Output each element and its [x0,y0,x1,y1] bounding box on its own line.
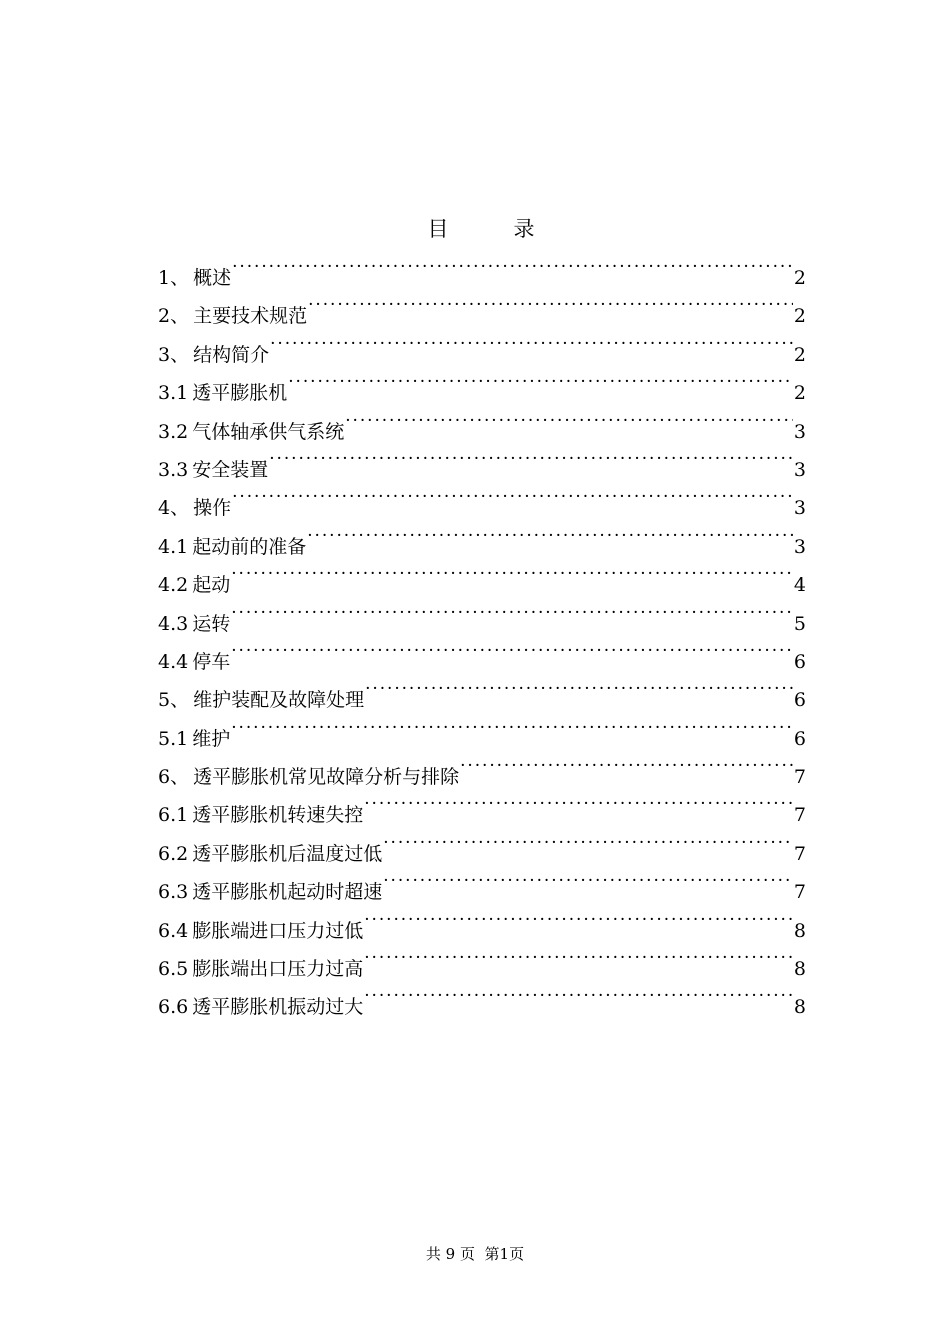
toc-entry-number: 5.1 [158,727,189,750]
toc-entry-label: 起动 [192,574,231,597]
toc-entry-label: 概述 [193,267,232,289]
dot-leader [270,331,793,361]
toc-entry[interactable] [158,983,806,1021]
dot-leader [231,715,793,745]
toc-entry-label: 透平膨胀机 [192,382,288,405]
dot-leader [269,446,793,476]
toc-entry-page: 3 [793,535,806,558]
toc-entry-page: 2 [793,305,806,328]
dot-leader [308,292,793,322]
toc-entry[interactable] [158,945,806,983]
toc-entry-page: 2 [793,382,806,405]
toc-entry-page: 7 [793,766,806,789]
toc-entry[interactable] [158,484,806,522]
toc-entry-number: 3.2 [158,420,189,443]
dot-leader [231,600,793,630]
toc-entry-number: 4.1 [158,535,189,558]
toc-entry-number: 5、 [158,689,190,712]
toc-entry-page: 7 [793,881,806,904]
toc-entry-label: 膨胀端进口压力过低 [192,919,364,942]
toc-entry-page: 5 [793,612,806,635]
toc-entry-number: 6.1 [158,804,189,827]
toc-entry-page: 8 [793,958,806,981]
page-title: 目 录 [427,217,557,241]
toc-entry[interactable] [158,600,806,638]
toc-entry-page: 4 [793,574,806,597]
toc-entry-number: 6.2 [158,842,189,865]
toc-entry[interactable] [158,791,806,829]
toc-entry-number: 3、 [158,343,190,366]
toc-entry-label: 透平膨胀机后温度过低 [192,842,383,865]
table-of-contents [158,254,806,1022]
toc-entry-label: 维护装配及故障处理 [193,689,365,712]
toc-entry-page: 7 [793,804,806,827]
toc-entry[interactable] [158,907,806,945]
toc-entry[interactable] [158,369,806,407]
toc-entry-label: 主要技术规范 [193,305,308,328]
toc-entry[interactable] [158,676,806,714]
toc-entry-page: 6 [793,650,806,673]
toc-entry[interactable] [158,408,806,446]
dot-leader [232,484,793,514]
dot-leader [231,561,793,591]
dot-leader [288,369,793,399]
toc-entry[interactable] [158,446,806,484]
toc-entry-number: 6、 [158,766,190,789]
toc-entry-page: 3 [793,420,806,443]
dot-leader [364,791,793,821]
toc-entry-page: 3 [793,458,806,481]
toc-entry[interactable] [158,830,806,868]
dot-leader [383,830,793,860]
toc-entry-page: 6 [793,689,806,712]
toc-entry-page: 2 [793,343,806,366]
toc-entry-number: 4、 [158,497,190,520]
toc-entry-label: 透平膨胀机起动时超速 [192,881,383,904]
dot-leader [364,907,793,937]
toc-entry-number: 6.5 [158,958,189,981]
toc-entry-label: 停车 [192,650,231,673]
toc-entry-label: 运转 [192,612,231,635]
toc-entry-label: 膨胀端出口压力过高 [192,958,364,981]
footer-total-pages: 共 9 页 [425,1245,475,1263]
toc-entry-label: 气体轴承供气系统 [192,420,345,443]
toc-entry-page: 6 [793,727,806,750]
toc-entry[interactable] [158,638,806,676]
dot-leader [231,638,793,668]
toc-entry-number: 1、 [158,267,190,289]
toc-entry-number: 3.1 [158,382,189,405]
toc-entry-label: 透平膨胀机常见故障分析与排除 [193,766,460,789]
toc-entry-label: 操作 [193,497,232,520]
toc-entry[interactable] [158,331,806,369]
toc-entry-label: 起动前的准备 [192,535,307,558]
dot-leader [365,676,793,706]
toc-entry-label: 结构简介 [193,343,270,366]
dot-leader [307,523,793,553]
toc-entry-number: 2、 [158,305,190,328]
toc-entry-label: 透平膨胀机转速失控 [192,804,364,827]
dot-leader [364,945,793,975]
toc-entry[interactable] [158,753,806,791]
toc-entry-number: 6.6 [158,996,189,1019]
toc-entry[interactable] [158,868,806,906]
toc-entry-page: 3 [793,497,806,520]
toc-entry[interactable] [158,523,806,561]
toc-entry[interactable] [158,561,806,599]
footer-current-page: 第1页 [484,1245,525,1263]
toc-entry-label: 维护 [192,727,231,750]
toc-entry-number: 4.4 [158,650,189,673]
toc-entry-number: 4.3 [158,612,189,635]
toc-entry-label: 透平膨胀机振动过大 [192,996,364,1019]
toc-entry[interactable] [158,715,806,753]
page-footer [0,1244,950,1264]
toc-entry-page: 2 [793,267,806,289]
toc-entry-page: 7 [793,842,806,865]
footer-spacer [475,1245,485,1263]
toc-entry[interactable] [158,292,806,330]
dot-leader [460,753,793,783]
toc-entry-page: 8 [793,996,806,1019]
toc-entry-page: 8 [793,919,806,942]
toc-entry-number: 6.3 [158,881,189,904]
dot-leader [232,254,793,284]
dot-leader [383,868,793,898]
toc-entry-number: 4.2 [158,574,189,597]
toc-entry-label: 安全装置 [192,458,269,481]
dot-leader [345,408,793,438]
dot-leader [364,983,793,1013]
toc-entry[interactable] [158,254,806,292]
toc-entry-number: 3.3 [158,458,189,481]
toc-entry-number: 6.4 [158,919,189,942]
